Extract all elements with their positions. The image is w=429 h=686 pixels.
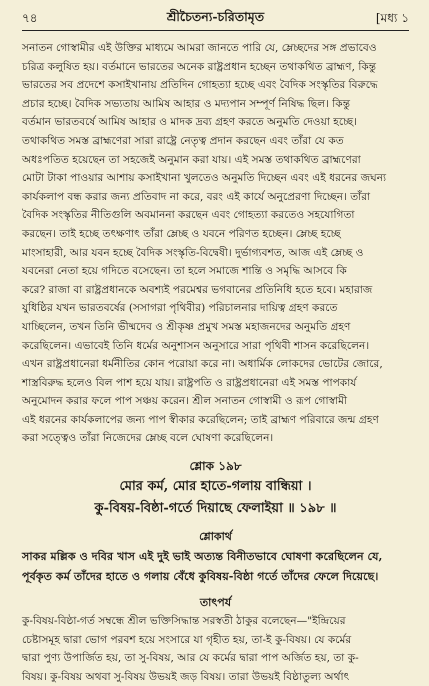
text-line: প্রচার হচ্ছে। বৈদিক সভ্যতায় আমিষ আহার ও মদ্যপান সম্পূর্ণ নিষিদ্ধ ছিল। কিন্তু	[22, 97, 351, 110]
text-line: অধঃপতিত হয়েছেন তা সহজেই অনুমান করা যায়। এই সমস্ত তথাকথিত ব্রাহ্মণেরা	[22, 153, 361, 166]
text-line: বর্তমান ভারতবর্ষে আমিষ আহার ও মাদক দ্রব্য গ্রহণ করতে অনুমতি দেওয়া হচ্ছে।	[22, 116, 357, 129]
text-line: যুধিষ্ঠির যখন ভারতবর্ষের (সসাগরা পৃথিবীর) পরিচালনার দায়িত্ব গ্রহণ করতে	[22, 302, 338, 315]
text-line: চেষ্টাসমূহ দ্বারা ভোগ পরবশ হয়ে সংসারে যা গৃহীত হয়, তা-ই কু-বিষয়। যে কর্মের	[22, 633, 352, 646]
text-line: এখন রাষ্ট্রপ্রধানেরা ধর্মনীতির কোন পরোয়া করে না। অধার্মিক লোকদের ভোটের জোরে,	[22, 358, 383, 371]
chapter-indicator: [মধ্য ১	[375, 11, 409, 25]
translation-heading: শ্লোকার্থ	[199, 530, 232, 544]
text-line: কার্যকলাপ বন্ধ করার জন্য প্রতিবাদ না করে, বরং এই কার্যে অনুপ্রেরণা দিচ্ছেন। তাঁরা	[22, 190, 371, 203]
text-line: যবনেরা নেতা হয়ে গদিতে বসেছেন। তা হলে সমাজে শান্তি ও সমৃদ্ধি আসবে কি	[22, 265, 347, 278]
verse-line: কু-বিষয়-বিষ্ঠা-গর্তে দিয়াছে ফেলাইয়া ॥ ১৯৮ ॥	[94, 501, 337, 517]
header-rule	[22, 30, 409, 31]
running-header	[22, 8, 409, 28]
text-line: এই ধরনের কার্যকলাপের জন্য পাপ স্বীকার করেছিলেন; তাই ব্রাহ্মণ পরিবারে জন্ম গ্রহণ	[22, 413, 379, 426]
text-line: করে? রাজা বা রাষ্ট্রপ্রধানকে অবশ্যই পরমেশ্বর ভগবানের প্রতিনিধি হতে হবে। মহারাজ	[22, 283, 373, 296]
text-line: মাংসাহারী, আর যবন হচ্ছে বৈদিক সংস্কৃতি-বিদ্বেষী। দুর্ভাগ্যবশত, আজ এই ম্লেচ্ছ ও	[22, 246, 364, 259]
text-line: সনাতন গোস্বামীর এই উক্তির মাধ্যমে আমরা জানতে পারি যে, ম্লেচ্ছদের সঙ্গ প্রভাবেও	[22, 42, 377, 54]
text-line: বৈদিক সংস্কৃতির নীতিগুলি অবমাননা করছেন এবং গোহত্যা করতেও সহযোগিতা	[22, 209, 355, 222]
text-line: ভারতের সব প্রদেশে কসাইখানায় প্রতিদিন গোহত্যা হচ্ছে এবং বৈদিক সংস্কৃতির বিরুদ্ধে	[22, 79, 378, 92]
text-line: করা সত্ত্বেও তাঁরা নিজেদের ম্লেচ্ছ বলে ঘোষণা করেছিলেন।	[22, 432, 274, 445]
text-line: দ্বারা পুণ্য উপার্জিত হয়, তা সু-বিষয়, আর যে কর্মের দ্বারা পাপ অর্জিত হয়, তা কু-	[22, 652, 359, 665]
text-line: যাচ্ছিলেন, তখন তিনি ভীষ্মদেব ও শ্রীকৃষ্ণ প্রমুখ সমস্ত মহাজনদের অনুমতি গ্রহণ	[22, 320, 351, 333]
purport-heading: তাৎপর্য	[199, 596, 232, 610]
text-line: করেছিলেন। এভাবেই তিনি ধর্মের অনুশাসন অনুসারে সারা পৃথিবী শাসন করেছিলেন।	[22, 339, 370, 352]
page-number: ৭৪	[22, 11, 38, 25]
verse-heading: শ্লোক ১৯৮	[189, 459, 242, 474]
translation-line: সাকর মল্লিক ও দবির খাস এই দুই ভাই অত্যন্ত বিনীতভাবে ঘোষণা করেছিলেন যে,	[22, 549, 383, 564]
text-line: কু-বিষয়-বিষ্ঠা-গর্ত সম্বন্ধে শ্রীল ভক্তিসিদ্ধান্ত সরস্বতী ঠাকুর বলেছেন—"ইন্দ্রিয়ের	[22, 615, 346, 628]
translation-line: পূর্বকৃত কর্ম তাঁদের হাতে ও গলায় বেঁধে কুবিষয়-বিষ্ঠা গর্তে তাঁদের ফেলে দিয়েছে।	[22, 569, 379, 584]
text-line: করছেন। তাই হচ্ছে তৎক্ষণাৎ তাঁরা ম্লেচ্ছ ও যবনে পরিণত হচ্ছেন। ম্লেচ্ছ হচ্ছে	[22, 227, 341, 240]
book-title: শ্রীচৈতন্য-চরিতামৃত	[166, 9, 265, 24]
purport-text-2	[22, 612, 409, 686]
text-line: বিষয়। কু-বিষয় অথবা সু-বিষয় উভয়ই জড় বিষয়। তারা উভয়ই বিষ্ঠাতুল্য অর্থাৎ	[22, 670, 350, 683]
verse-line: মোর কর্ম, মোর হাতে-গলায় বান্ধিয়া ।	[119, 479, 312, 495]
text-line: শাস্ত্রবিরুদ্ধ হলেও বিল পাশ হয়ে যায়। রাষ্ট্রপতি ও রাষ্ট্রপ্রধানেরা এই সমস্ত পাপকার্য	[22, 376, 357, 389]
text-line: অনুমোদন করার ফলে পাপ সঞ্চয় করেন। শ্রীল সনাতন গোস্বামী ও রূপ গোস্বামী	[22, 395, 348, 408]
text-line: চরিত্র কলুষিত হয়। বর্তমানে ভারতের অনেক রাষ্ট্রপ্রধান হচ্ছেন তথাকথিত ব্রাহ্মণ, কিন্তু	[22, 60, 377, 73]
text-line: মোটা টাকা পাওয়ার আশায় কসাইখানা খুলতেও অনুমতি দিচ্ছেন এবং এই ধরনের জঘন্য	[22, 172, 387, 185]
text-line: তথাকথিত সমস্ত ব্রাহ্মণেরা সারা রাষ্ট্রে নেতৃত্ব প্রদান করছেন এবং তাঁরা যে কত	[22, 134, 344, 147]
purport-text	[22, 39, 409, 448]
